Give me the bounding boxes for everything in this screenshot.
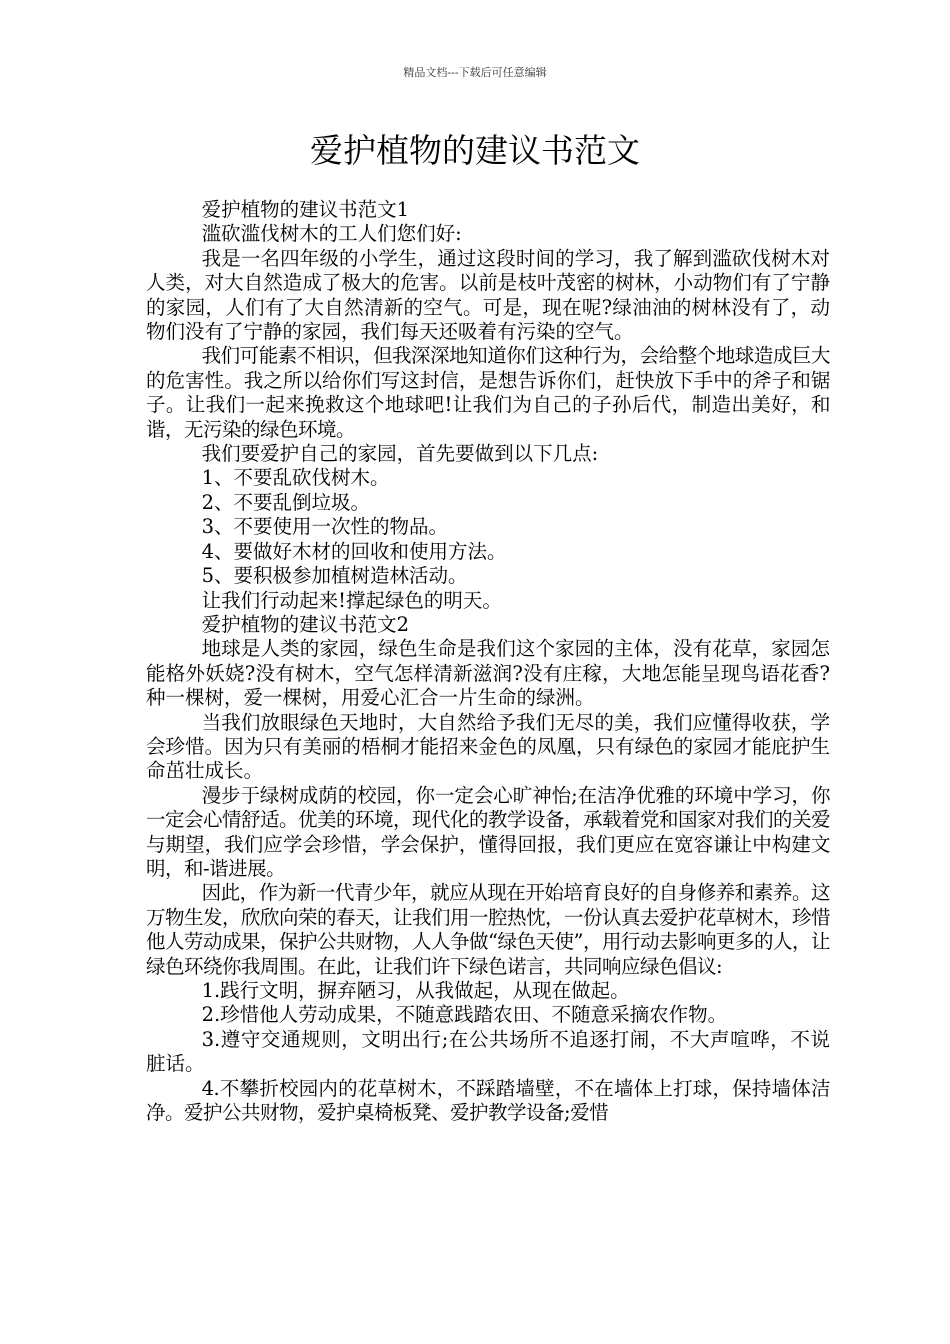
list-item: 2.珍惜他人劳动成果，不随意践踏农田、不随意采摘农作物。: [201, 1003, 728, 1027]
list-item: 5、要积极参加植树造林活动。: [201, 564, 468, 588]
paragraph-section-heading-2: 爱护植物的建议书范文2: [201, 612, 409, 636]
header-note: 精品文档---下载后可任意编辑: [403, 66, 547, 79]
list-item: 4.不攀折校园内的花草树木，不踩踏墙壁，不在墙体上打球，保持墙体洁净。爱护公共财物，爱护桌椅板凳、爱护教学设备;爱惜: [146, 1076, 830, 1125]
paragraph: 因此，作为新一代青少年，就应从现在开始培育良好的自身修养和素养。这万物生发，欣欣向荣的春天，让我们用一腔热忱，一份认真去爱护花草树木，珍惜他人劳动成果，保护公共财物，人人争做“绿色天使”，用行动去影响更多的人，让绿色环绕你我周围。在此，让我们许下绿色诺言，共同响应绿色倡议:: [146, 881, 831, 978]
list-item: 1.践行文明，摒弃陋习，从我做起，从现在做起。: [201, 979, 630, 1002]
list-item: 3.遵守交通规则，文明出行;在公共场所不追逐打闹，不大声喧哗，不说脏话。: [146, 1027, 830, 1076]
paragraph: 我是一名四年级的小学生，通过这段时间的学习，我了解到滥砍伐树木对人类，对大自然造成了极大的危害。以前是枝叶茂密的树林，小动物们有了宁静的家园，人们有了大自然清新的空气。可是，现在呢?绿油油的树林没有了，动物们没有了宁静的家园，我们每天还吸着有污染的空气。: [146, 246, 830, 344]
list-item: 4、要做好木材的回收和使用方法。: [201, 539, 507, 563]
paragraph: 我们可能素不相识，但我深深地知道你们这种行为，会给整个地球造成巨大的危害性。我之所以给你们写这封信，是想告诉你们，赶快放下手中的斧子和锯子。让我们一起来挽救这个地球吧!让我们为自己的子孙后代，制造出美好，和谐，无污染的绿色环境。: [146, 344, 830, 441]
paragraph-salutation: 滥砍滥伐树木的工人们您们好:: [201, 222, 462, 246]
list-item: 1、不要乱砍伐树木。: [201, 466, 390, 490]
document-body: [146, 198, 830, 1125]
paragraph: 漫步于绿树成荫的校园，你一定会心旷神怡;在洁净优雅的环境中学习，你一定会心情舒适。优美的环境，现代化的教学设备，承载着党和国家对我们的关爱与期望，我们应学会珍惜，学会保护，懂得回报，我们更应在宽容谦让中构建文明，和-谐进展。: [146, 783, 831, 880]
paragraph-section-heading-1: 爱护植物的建议书范文1: [201, 198, 409, 221]
document-title: 爱护植物的建议书范文: [310, 131, 640, 170]
list-item: 2、不要乱倒垃圾。: [201, 490, 370, 514]
list-item: 3、不要使用一次性的物品。: [201, 515, 448, 539]
paragraph: 当我们放眼绿色天地时，大自然给予我们无尽的美，我们应懂得收获，学会珍惜。因为只有美丽的梧桐才能招来金色的凤凰，只有绿色的家园才能庇护生命茁壮成长。: [146, 710, 830, 783]
paragraph: 让我们行动起来!撑起绿色的明天。: [201, 588, 502, 612]
paragraph: 地球是人类的家园，绿色生命是我们这个家园的主体，没有花草，家园怎能格外妖娆?没有树木，空气怎样清新滋润?没有庄稼，大地怎能呈现鸟语花香?种一棵树，爱一棵树，用爱心汇合一片生命的绿洲。: [146, 637, 830, 710]
paragraph: 我们要爱护自己的家园，首先要做到以下几点:: [201, 442, 599, 466]
